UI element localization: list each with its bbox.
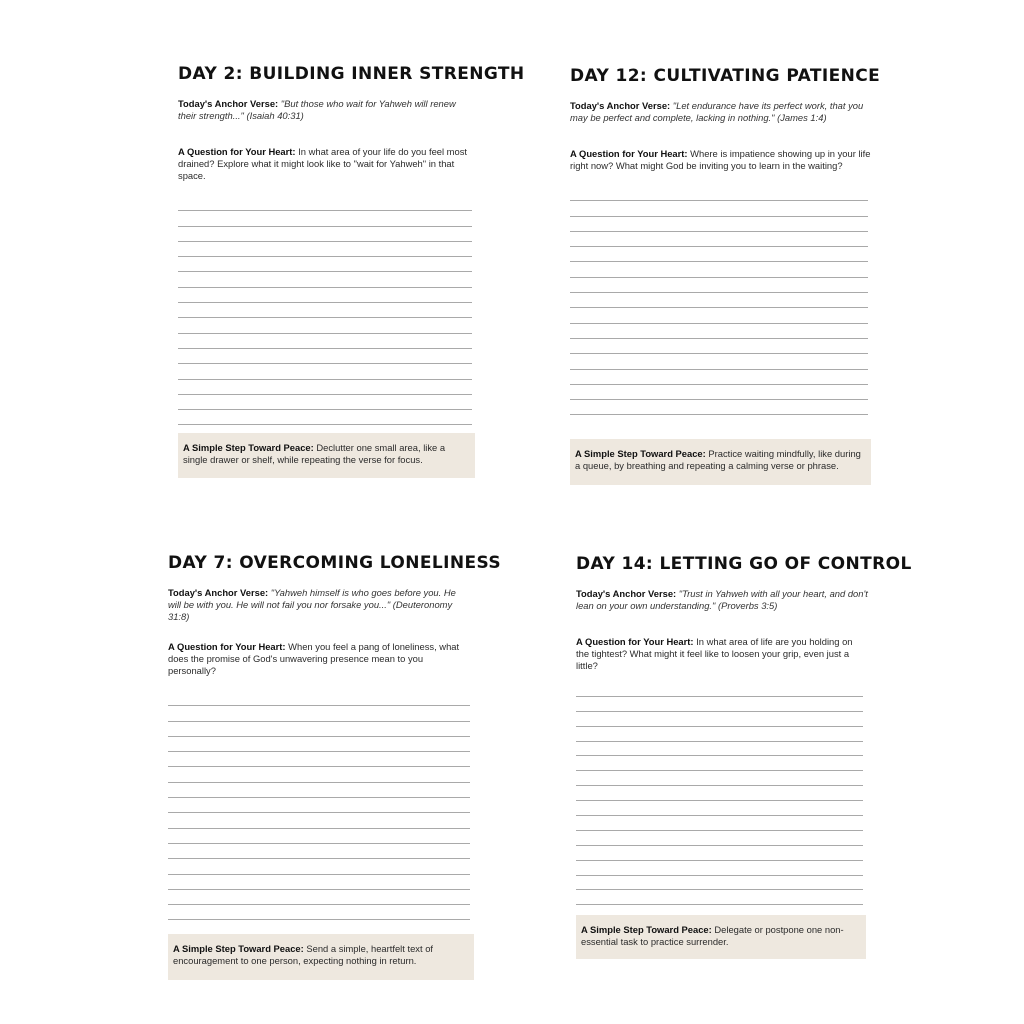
- heart-question-text: In what area of your life do you feel most drained? Explore what it might look like to "wait for Yahweh" in that space.: [178, 146, 467, 181]
- journal-page-day-14: [576, 554, 912, 947]
- peace-step-box: [576, 915, 866, 959]
- heart-question-label: A Question for Your Heart:: [168, 641, 286, 652]
- heart-question-text: In what area of life are you holding on the tightest? What might it feel like to loosen your grip, even just a little?: [576, 636, 853, 671]
- peace-step-label: A Simple Step Toward Peace:: [183, 442, 314, 453]
- peace-step-text: Declutter one small area, like a single drawer or shelf, while repeating the verse for focus.: [183, 442, 446, 465]
- page-title: DAY 12: CULTIVATING PATIENCE: [570, 66, 881, 86]
- heart-question-label: A Question for Your Heart:: [570, 148, 688, 159]
- peace-step-label: A Simple Step Toward Peace:: [575, 448, 706, 459]
- peace-step-box: [178, 433, 475, 478]
- peace-step-label: A Simple Step Toward Peace:: [581, 924, 712, 935]
- anchor-verse-text: "But those who wait for Yahweh will renew their strength..." (Isaiah 40:31): [178, 98, 456, 121]
- heart-question-label: A Question for Your Heart:: [178, 146, 296, 157]
- writing-lines[interactable]: [178, 196, 472, 425]
- anchor-verse: [570, 100, 872, 124]
- heart-question-label: A Question for Your Heart:: [576, 636, 694, 647]
- anchor-verse-text: "Yahweh himself is who goes before you. He will be with you. He will not fail you nor forsake you..." (Deuteronomy 31:8): [168, 587, 456, 622]
- anchor-verse: [576, 588, 868, 612]
- heart-question-text: Where is impatience showing up in your life right now? What might God be inviting you to learn in the waiting?: [570, 148, 871, 171]
- peace-step-text: Practice waiting mindfully, like during a queue, by breathing and repeating a calming verse or phrase.: [575, 448, 861, 471]
- writing-lines[interactable]: [168, 691, 470, 920]
- anchor-verse-label: Today's Anchor Verse:: [168, 587, 269, 598]
- heart-question-text: When you feel a pang of loneliness, what does the promise of God's unwavering presence mean to you personally?: [168, 641, 460, 676]
- page-title: DAY 2: BUILDING INNER STRENGTH: [178, 64, 525, 84]
- anchor-verse-text: "Trust in Yahweh with all your heart, and don't lean on your own understanding." (Proverbs 3:5): [576, 588, 868, 611]
- writing-lines[interactable]: [576, 682, 863, 905]
- anchor-verse: [168, 587, 466, 623]
- page-title: DAY 7: OVERCOMING LONELINESS: [168, 553, 501, 573]
- journal-page-day-7: [168, 553, 501, 966]
- heart-question: [178, 146, 470, 182]
- journal-page-day-12: [570, 66, 881, 471]
- journal-page-day-2: [178, 64, 525, 465]
- peace-step-label: A Simple Step Toward Peace:: [173, 943, 304, 954]
- peace-step-text: Delegate or postpone one non-essential task to practice surrender.: [581, 924, 844, 947]
- anchor-verse-label: Today's Anchor Verse:: [570, 100, 671, 111]
- page-title: DAY 14: LETTING GO OF CONTROL: [576, 554, 912, 574]
- heart-question: [570, 148, 872, 172]
- heart-question: [576, 636, 868, 672]
- peace-step-box: [168, 934, 474, 980]
- writing-lines[interactable]: [570, 186, 868, 415]
- peace-step-text: Send a simple, heartfelt text of encouragement to one person, expecting nothing in return.: [173, 943, 434, 966]
- anchor-verse: [178, 98, 468, 122]
- heart-question: [168, 641, 468, 677]
- anchor-verse-label: Today's Anchor Verse:: [178, 98, 279, 109]
- anchor-verse-label: Today's Anchor Verse:: [576, 588, 677, 599]
- anchor-verse-text: "Let endurance have its perfect work, that you may be perfect and complete, lacking in nothing." (James 1:4): [570, 100, 864, 123]
- peace-step-box: [570, 439, 871, 485]
